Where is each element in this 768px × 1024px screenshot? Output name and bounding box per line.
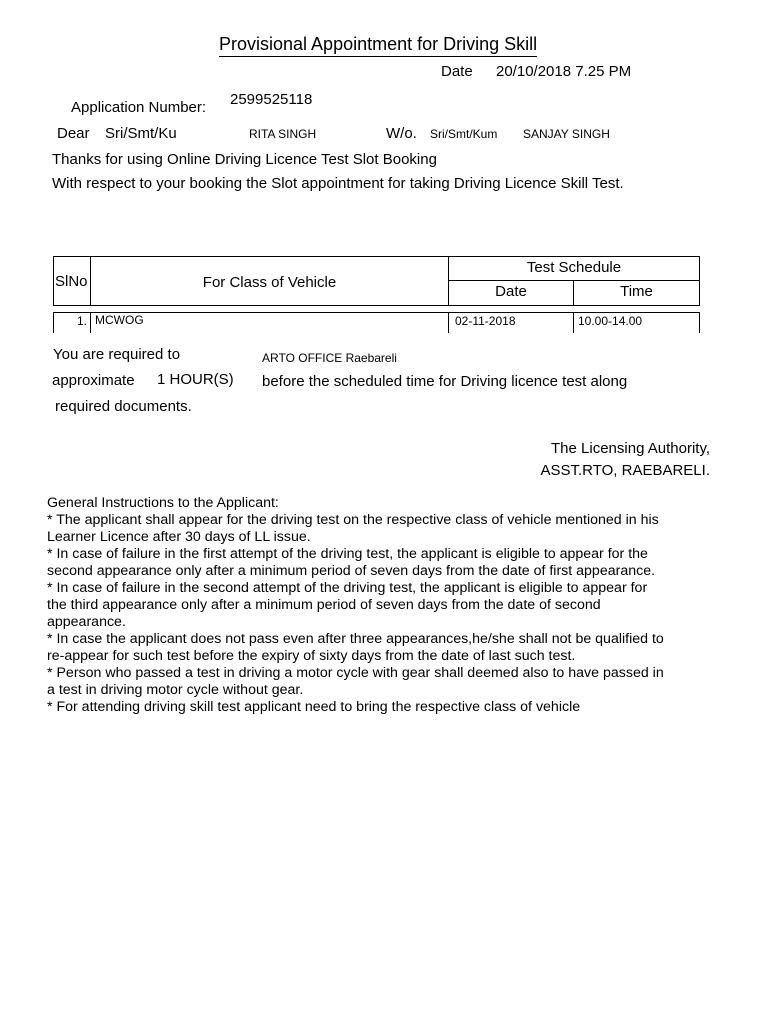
application-number: 2599525118	[230, 91, 313, 108]
row-border-date	[573, 312, 574, 333]
instruction-line: General Instructions to the Applicant:	[47, 495, 279, 511]
instruction-line: Learner Licence after 30 days of LL issue.	[47, 529, 311, 545]
instruction-line: appearance.	[47, 614, 126, 630]
application-number-label: Application Number:	[71, 99, 207, 116]
authority-line-2: ASST.RTO, RAEBARELI.	[540, 462, 710, 479]
row-1-time: 10.00-14.00	[578, 314, 643, 328]
table-border-right	[699, 256, 700, 306]
relation-name: SANJAY SINGH	[523, 127, 610, 141]
date-label: Date	[441, 63, 473, 80]
instruction-line: * In case of failure in the second attempt of the driving test, the applicant is eligible to appear for	[47, 580, 648, 596]
approximate-label: approximate	[52, 372, 135, 389]
row-1-slno: 1.	[76, 314, 87, 328]
instruction-line: * In case the applicant does not pass even after three appearances,he/she shall not be qualified to	[47, 631, 664, 647]
table-border-schedule-split	[448, 280, 700, 281]
relation-label: W/o.	[386, 125, 417, 142]
header-time: Time	[620, 283, 653, 300]
table-border-top	[53, 256, 700, 257]
office-name: ARTO OFFICE Raebareli	[262, 351, 397, 365]
requirement-line-1: You are required to	[53, 346, 181, 363]
slot-table	[53, 256, 700, 333]
requirement-line-3: required documents.	[55, 398, 192, 415]
row-border-right	[699, 312, 700, 333]
row-1-vehicle-class: MCWOG	[95, 313, 144, 327]
requirement-line-2: before the scheduled time for Driving licence test along	[262, 373, 628, 390]
instruction-line: re-appear for such test before the expiry of sixty days from the date of last such test.	[47, 648, 576, 664]
instruction-line: second appearance only after a minimum period of seven days from the date of first appearance.	[47, 563, 656, 579]
header-vehicle-class: For Class of Vehicle	[202, 274, 337, 291]
duration-value: 1 HOUR(S)	[157, 371, 234, 388]
instruction-line: * The applicant shall appear for the driving test on the respective class of vehicle mentioned in his	[47, 512, 659, 528]
row-border-slno	[90, 312, 91, 333]
row-1-date: 02-11-2018	[455, 314, 516, 328]
table-border-row-top	[53, 312, 700, 313]
row-border-class	[448, 312, 449, 333]
date-value: 20/10/2018 7.25 PM	[496, 63, 632, 80]
general-instructions	[47, 495, 727, 716]
salutation: Sri/Smt/Ku	[105, 125, 177, 142]
instruction-line: * Person who passed a test in driving a motor cycle with gear shall deemed also to have passed in	[47, 665, 664, 681]
intro-line-2: With respect to your booking the Slot appointment for taking Driving Licence Skill Test.	[52, 175, 624, 192]
authority-line-1: The Licensing Authority,	[551, 440, 710, 457]
instruction-line: * In case of failure in the first attempt of the driving test, the applicant is eligible to appear for the	[47, 546, 648, 562]
table-border-left	[53, 256, 54, 306]
intro-line-1: Thanks for using Online Driving Licence Test Slot Booking	[52, 151, 437, 168]
instruction-line: * For attending driving skill test applicant need to bring the respective class of vehicle	[47, 699, 581, 715]
page-title: Provisional Appointment for Driving Skill	[219, 34, 537, 57]
dear-label: Dear	[57, 125, 90, 142]
row-border-left	[53, 312, 54, 333]
applicant-name: RITA SINGH	[249, 127, 317, 141]
instruction-line: a test in driving motor cycle without gear.	[47, 682, 304, 698]
header-test-schedule: Test Schedule	[526, 259, 622, 276]
relation-salutation: Sri/Smt/Kum	[430, 127, 498, 141]
header-date: Date	[495, 283, 527, 300]
header-slno: SlNo	[55, 273, 88, 290]
table-border-header-bottom	[53, 305, 700, 306]
instruction-line: the third appearance only after a minimum period of seven days from the date of second	[47, 597, 601, 613]
